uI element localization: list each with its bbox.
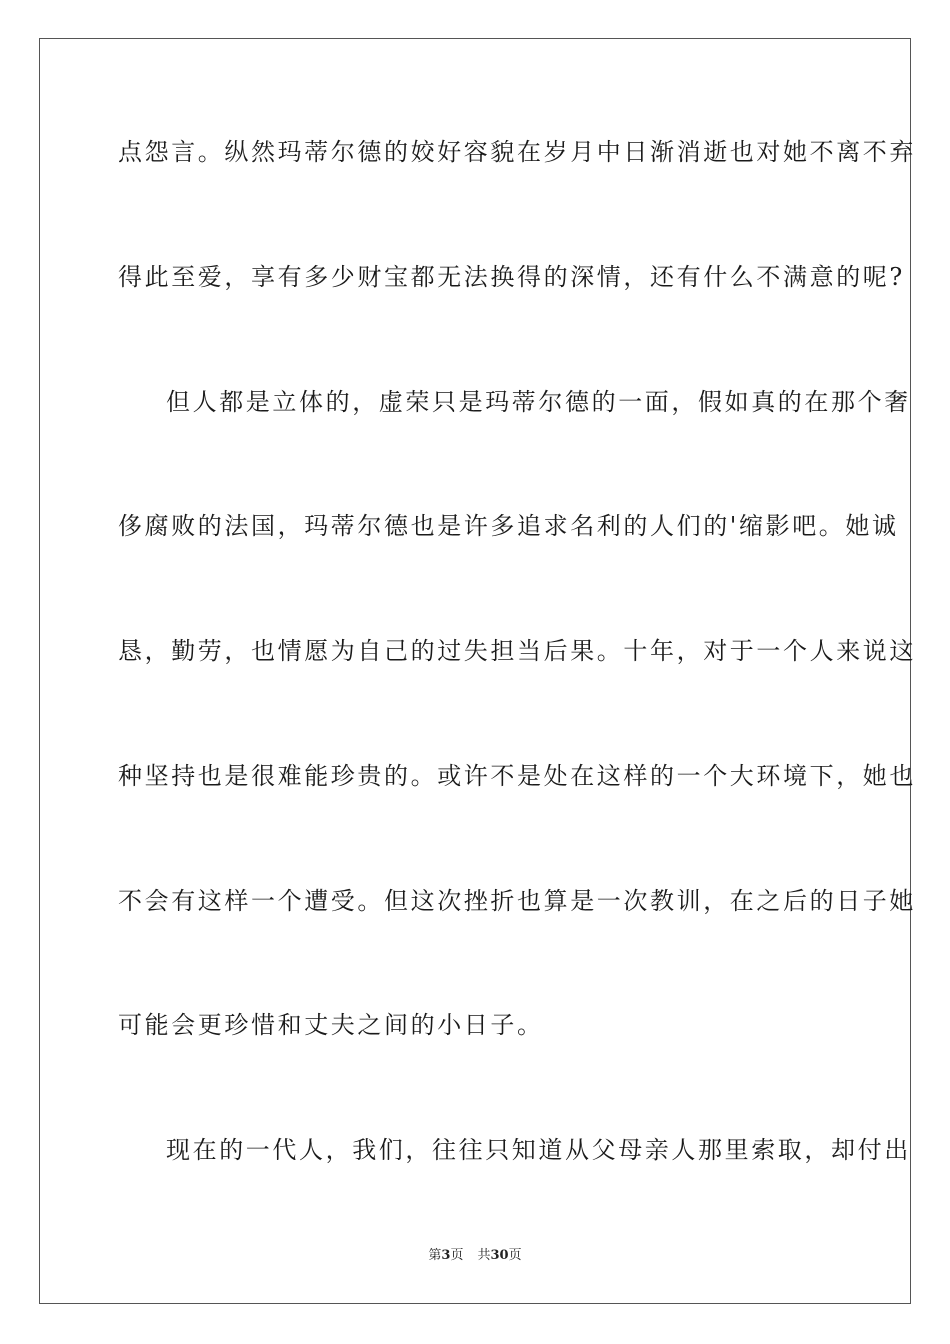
text-line-1: 点怨言。纵然玛蒂尔德的姣好容貌在岁月中日渐消逝也对她不离不弃 bbox=[118, 138, 916, 166]
page-number: 3 bbox=[441, 1248, 451, 1263]
text-line-6: 种坚持也是很难能珍贵的。或许不是处在这样的一个大环境下，她也 bbox=[118, 762, 916, 790]
text-line-9: 现在的一代人，我们，往往只知道从父母亲人那里索取，却付出 bbox=[166, 1136, 911, 1164]
text-line-2: 得此至爱，享有多少财宝都无法换得的深情，还有什么不满意的呢? bbox=[118, 263, 905, 291]
text-line-3: 但人都是立体的，虚荣只是玛蒂尔德的一面，假如真的在那个奢 bbox=[166, 388, 911, 416]
text-line-4: 侈腐败的法国，玛蒂尔德也是许多追求名利的人们的'缩影吧。她诚 bbox=[118, 512, 899, 540]
text-line-7: 不会有这样一个遭受。但这次挫折也算是一次教训，在之后的日子她 bbox=[118, 887, 916, 915]
page-border bbox=[39, 38, 916, 1304]
text-line-5: 恳，勤劳，也情愿为自己的过失担当后果。十年，对于一个人来说这 bbox=[118, 637, 916, 665]
page-suffix: 页 bbox=[450, 1248, 464, 1263]
page-footer bbox=[0, 1248, 950, 1264]
total-suffix: 页 bbox=[508, 1248, 522, 1263]
total-pages: 30 bbox=[490, 1248, 509, 1263]
page-prefix: 第 bbox=[428, 1248, 442, 1263]
text-line-8: 可能会更珍惜和丈夫之间的小日子。 bbox=[118, 1011, 544, 1039]
total-prefix: 共 bbox=[477, 1248, 491, 1263]
